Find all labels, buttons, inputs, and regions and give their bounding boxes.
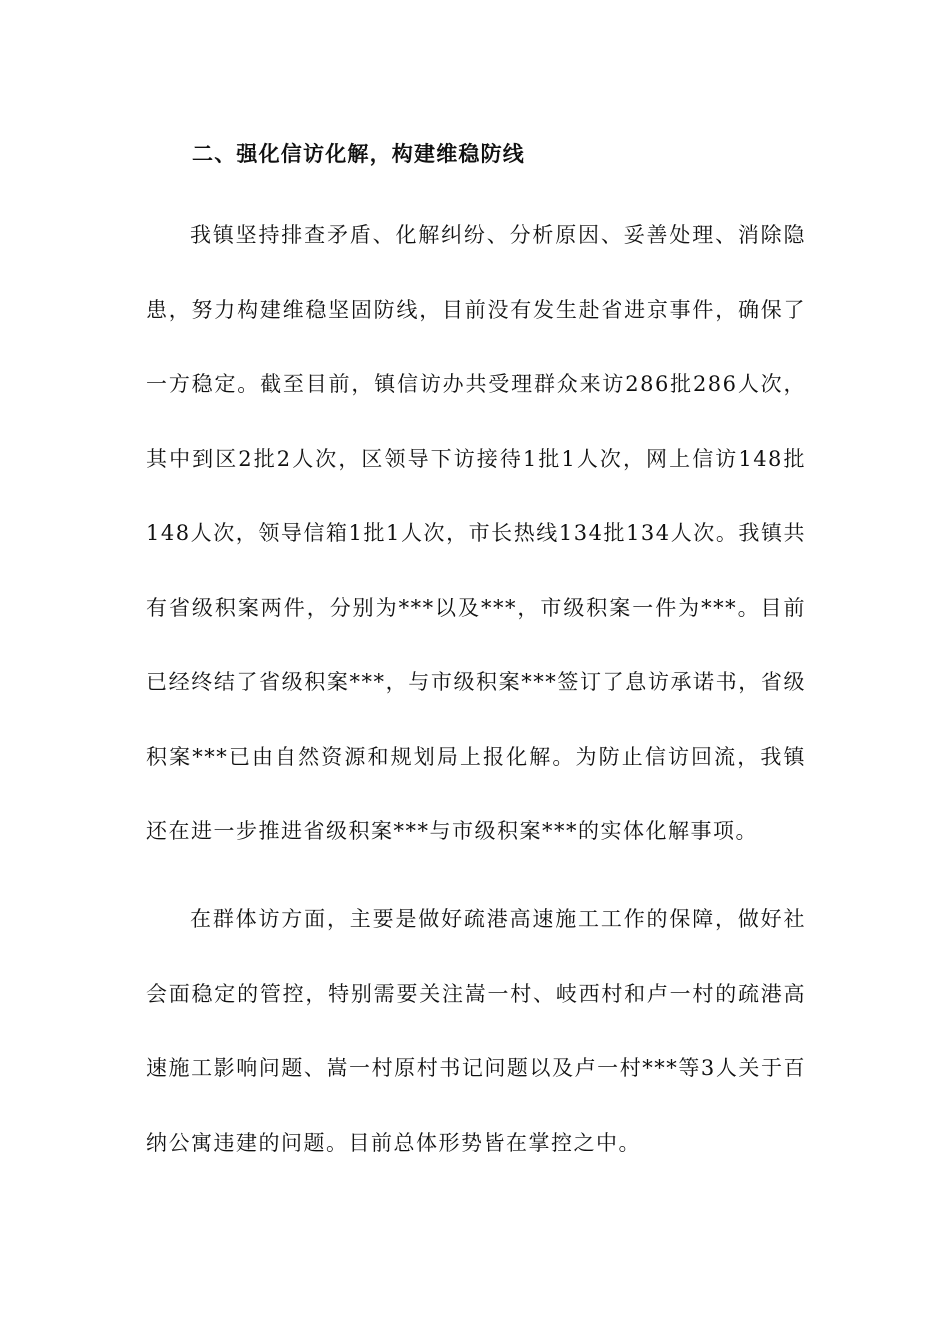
paragraph-group-petitions: 在群体访方面，主要是做好疏港高速施工工作的保障，做好社会面稳定的管控，特别需要关注嵩一村、岐西村和卢一村的疏港高速施工影响问题、嵩一村原村书记问题以及卢一村***等3人关于百纳公寓违建的问题。目前总体形势皆在掌控之中。 [146,907,806,1155]
section-heading: 二、强化信访化解，构建维稳防线 [192,141,525,166]
paragraph-petition-summary: 我镇坚持排查矛盾、化解纠纷、分析原因、妥善处理、消除隐患，努力构建维稳坚固防线，目前没有发生赴省进京事件，确保了一方稳定。截至目前，镇信访办共受理群众来访286批286人次，其中到区2批2人次，区领导下访接待1批1人次，网上信访148批148人次，领导信箱1批1人次，市长热线134批134人次。我镇共有省级积案两件，分别为***以及***，市级积案一件为***。目前已经终结了省级积案***，与市级积案***签订了息访承诺书，省级积案***已由自然资源和规划局上报化解。为防止信访回流，我镇还在进一步推进省级积案***与市级积案***的实体化解事项。 [146,223,806,843]
